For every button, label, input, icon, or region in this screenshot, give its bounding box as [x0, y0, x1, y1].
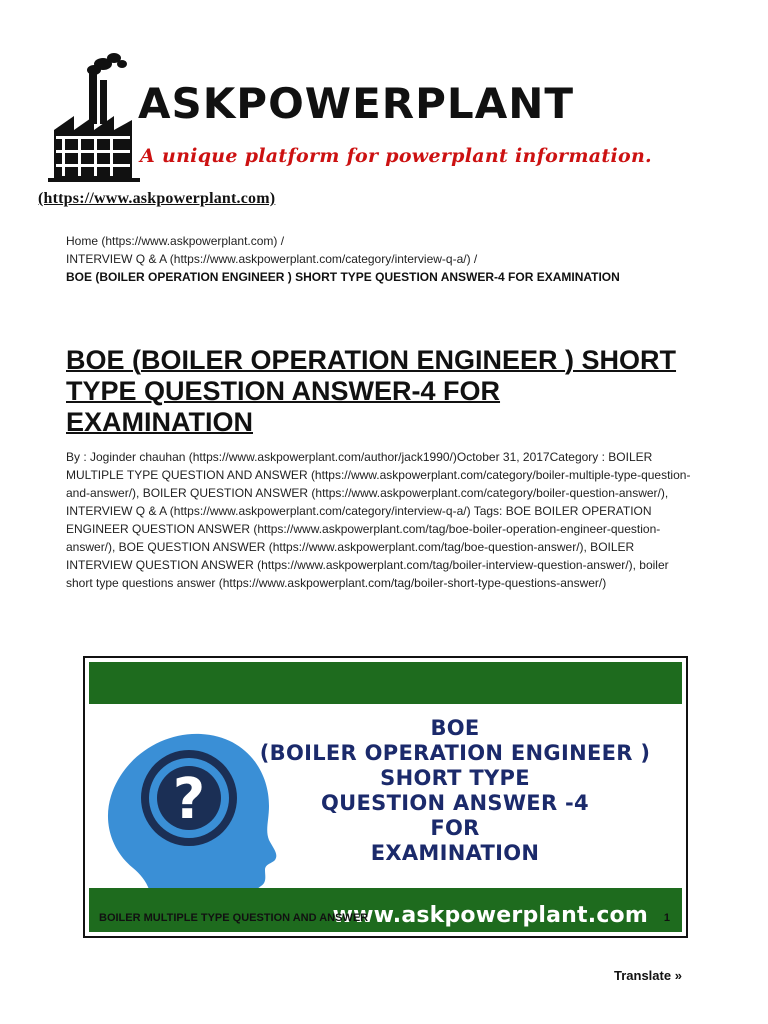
page-indicator: 1: [663, 912, 670, 924]
svg-text:?: ?: [172, 767, 206, 832]
site-logo[interactable]: [48, 50, 652, 190]
translate-button[interactable]: Translate »: [614, 968, 682, 983]
hero-line: QUESTION ANSWER -4: [321, 791, 589, 815]
hero-line: EXAMINATION: [370, 841, 540, 865]
breadcrumb: [66, 232, 620, 286]
article-meta[interactable]: By : Joginder chauhan (https://www.askpowerplant.com/author/jack1990/)October 31, 2017Category : BOILER MULTIPLE TYPE QUESTION AND ANSWER (https://www.askpowerplant.com/category/boiler-multiple-type-question-and-answer/), BOILER QUESTION ANSWER (https://www.askpowerplant.com/category/boiler-question-answer/), INTERVIEW Q & A (https://www.askpowerplant.com/category/interview-q-a/) Tags: BOE BOILER OPERATION ENGINEER QUESTION ANSWER (https://www.askpowerplant.com/tag/boe-boiler-operation-engineer-question-answer/), BOE QUESTION ANSWER (https://www.askpowerplant.com/tag/boe-question-answer/), BOILER INTERVIEW QUESTION ANSWER (https://www.askpowerplant.com/tag/boiler-interview-question-answer/), boiler short type questions answer (https://www.askpowerplant.com/tag/boiler-short-type-questions-answer/): [66, 450, 691, 590]
breadcrumb-current: BOE (BOILER OPERATION ENGINEER ) SHORT TYPE QUESTION ANSWER-4 FOR EXAMINATION: [66, 270, 620, 284]
hero-line: BOE: [430, 716, 480, 740]
featured-image[interactable]: [83, 656, 688, 938]
hero-line: FOR: [430, 816, 480, 840]
page-title[interactable]: BOE (BOILER OPERATION ENGINEER ) SHORT TYPE QUESTION ANSWER-4 FOR EXAMINATION: [66, 345, 677, 437]
hero-heading: [255, 716, 655, 866]
powerplant-logo-icon: [48, 50, 652, 190]
hero-line: SHORT TYPE: [380, 766, 530, 790]
hero-top-bar: [89, 662, 682, 704]
category-overlay-link[interactable]: BOILER MULTIPLE TYPE QUESTION AND ANSWER: [99, 912, 369, 924]
hero-site-name: www.askpowerplant.com: [332, 903, 648, 928]
breadcrumb-home-link[interactable]: Home (https://www.askpowerplant.com) /: [66, 234, 285, 248]
breadcrumb-category-link[interactable]: INTERVIEW Q & A (https://www.askpowerplant.com/category/interview-q-a/) /: [66, 252, 478, 266]
brand-wordmark: ASKPOWERPLANT: [138, 79, 574, 128]
hero-line: (BOILER OPERATION ENGINEER ): [259, 741, 651, 765]
brand-tagline: A unique platform for powerplant information.: [140, 145, 652, 167]
site-url-link[interactable]: (https://www.askpowerplant.com): [38, 190, 276, 207]
